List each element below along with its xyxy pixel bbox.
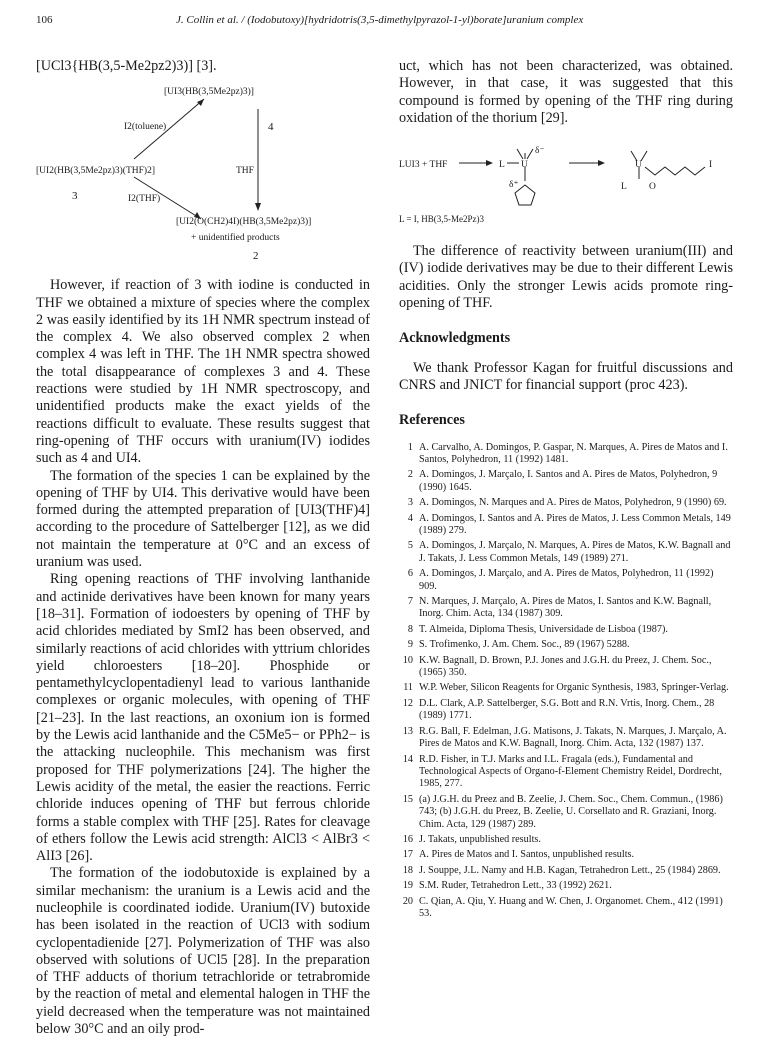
left-column <box>36 58 370 1038</box>
reference-item: 20 C. Qian, A. Qiu, Y. Huang and W. Chen, J. Organomet. Chem., 412 (1991) 53. <box>402 895 723 919</box>
reference-item: 4 A. Domingos, I. Santos and A. Pires de Matos, J. Less Common Metals, 149 (1989) 279. <box>407 512 731 536</box>
delta-minus: δ⁻ <box>535 146 545 157</box>
oxygen-o: O <box>649 182 656 193</box>
paragraph: The formation of the iodobutoxide is explained by a similar mechanism: the uranium is a Lewis acid and the nucleophile is coordinated iodide. Uranium(IV) butoxide has been isolated in the reaction of UCl3 with sodium cyclopentadienide [27]. Polymerization of THF was also observed with solutions of UCl5 [28]. In the preparation of THF adducts of thorium tetrachloride or tetrabromide by the reaction of metal and elemental halogen in THF the yield decreased when the temperature was not maintained below 30°C and an oily prod- <box>36 865 370 1038</box>
running-title: J. Collin et al. / (Iodobutoxy)[hydridotris(3,5-dimethylpyrazol-1-yl)borate]uranium complex <box>176 14 584 26</box>
reagent-thf: THF <box>236 166 254 177</box>
compound-ui3: [UI3(HB(3,5Me2pz)3)] <box>164 87 254 98</box>
label-2: 2 <box>253 250 259 263</box>
scheme1-arrows <box>36 79 370 277</box>
label-3: 3 <box>72 190 78 203</box>
reaction-scheme-1 <box>36 79 370 277</box>
compound-ui2-thf: [UI2(HB(3,5Me2pz)3)(THF)2] <box>36 166 155 177</box>
paragraph: The formation of the species 1 can be explained by the opening of THF by UI4. This derivative would have been formed during the attempted preparation of [UI3(THF)4] according to the procedure of Sattelberger [12], as we did not maintain the temperature at 0°C and an excess of uranium was used. <box>36 467 370 571</box>
paragraph: The difference of reactivity between uranium(III) and (IV) iodide derivatives may be due to their different Lewis acidities. Only the stronger Lewis acids promote ring-opening of THF. <box>399 243 733 312</box>
reference-item: 8 T. Almeida, Diploma Thesis, Universidade de Lisboa (1987). <box>407 623 668 635</box>
reference-item: 9 S. Trofimenko, J. Am. Chem. Soc., 89 (1967) 5288. <box>407 639 630 651</box>
iodide-i: I <box>709 160 713 171</box>
paragraph: Ring opening reactions of THF involving lanthanide and actinide derivatives have been known for many years [18–31]. Formation of iodoesters by opening of THF by acid chlorides mediated by SmI2 has been observed, and similarly reactions of acid chlorides with yttrium chlorides yield chloroesters [18–20]. Phosphide or pentamethylcyclopentadienyl lead to various lanthanide complexes or organic molecules, with opening of THF [21–23]. In the last reactions, an oxonium ion is formed by the Lewis acid lanthanide and the C5Me5− or PPh2− is the attacking nucleophile. This mechanism was first proposed for THF polymerizations [24]. The higher the Lewis acidity of the metal, the easier the reactions. Ferric chloride induces opening of THF but ferrous chloride forms a stable complex with THF [25]. Rates for cleavage of ethers follow the Lewis acid strength: AlCl3 < AlBr3 < AlI3 [26]. <box>36 571 370 865</box>
right-column <box>399 58 733 923</box>
reagent-i2-thf: I2(THF) <box>128 194 161 205</box>
reference-item: 18 J. Souppe, J.L. Namy and H.B. Kagan, Tetrahedron Lett., 25 (1984) 2869. <box>402 864 721 876</box>
reference-item: 6 A. Domingos, J. Marçalo, and A. Pires de Matos, Polyhedron, 11 (1992) 909. <box>407 568 714 592</box>
reference-item: 17 A. Pires de Matos and I. Santos, unpublished results. <box>402 849 635 861</box>
reference-item: 14 R.D. Fisher, in T.J. Marks and I.L. Fragala (eds.), Fundamental and Technological Aspects of Organo-f-Element Chemistry Reidel, Dordrecht, 1985, 277. <box>402 753 722 790</box>
reference-item: 11 W.P. Weber, Silicon Reagents for Organic Synthesis, 1983, Springer-Verlag. <box>403 682 729 694</box>
reference-list <box>399 442 733 921</box>
metal-u: U <box>521 160 528 171</box>
metal-u-product: U <box>635 160 642 171</box>
paragraph: However, if reaction of 3 with iodine is conducted in THF we obtained a mixture of species where the complex 2 was easily identified by its 1H NMR spectrum instead of the complex 4. We also observed complex 2 when complex 4 was left in THF. The 1H NMR spectra showed the total disappearance of complexes 3 and 4. These reactions were studied by 1H NMR spectroscopy, and unidentified products make the exact yields of the reactions difficult to evaluate. These results suggest that ring-opening of THF occurs with uranium(IV) iodides such as 4 and UI4. <box>36 277 370 467</box>
reference-item: 10 K.W. Bagnall, D. Brown, P.J. Jones and J.G.H. du Preez, J. Chem. Soc., (1965) 350. <box>402 654 712 679</box>
reference-item: 19 S.M. Ruder, Tetrahedron Lett., 33 (1992) 2621. <box>402 880 612 892</box>
reference-item: 7 N. Marques, J. Marçalo, A. Pires de Matos, I. Santos and K.W. Bagnall, Inorg. Chim. Acta, 134 (1987) 309. <box>407 596 712 620</box>
ligand-l-product: L <box>621 182 627 193</box>
reference-item: 3 A. Domingos, N. Marques and A. Pires de Matos, Polyhedron, 9 (1990) 69. <box>407 497 727 509</box>
reaction-scheme-2 <box>399 143 733 223</box>
page-number: 106 <box>36 14 53 26</box>
reference-item: 16 J. Takats, unpublished results. <box>402 833 541 845</box>
acknowledgments-heading: Acknowledgments <box>399 330 511 347</box>
ligand-l: L <box>499 160 505 171</box>
label-4: 4 <box>268 121 274 134</box>
reference-item: 12 D.L. Clark, A.P. Sattelberger, S.G. Bott and R.N. Vrtis, Inorg. Chem., 28 (1989) 1771. <box>402 697 715 722</box>
paragraph: uct, which has not been characterized, was obtained. However, in that case, it was suggested that this compound is formed by opening of the THF ring during oxidation of the thorium [29]. <box>399 58 733 126</box>
reference-item: 2 A. Domingos, J. Marçalo, I. Santos and A. Pires de Matos, Polyhedron, 9 (1990) 1645. <box>407 469 718 493</box>
delta-plus: δ⁺ <box>509 180 519 191</box>
reference-item: 1 A. Carvalho, A. Domingos, P. Gaspar, N. Marques, A. Pires de Matos and I. Santos, Polyhedron, 11 (1992) 1481. <box>407 441 728 465</box>
compound-iodobutoxide: [UI2(O(CH2)4I)(HB(3,5Me2pz)3)] <box>176 217 312 228</box>
unidentified-products: + unidentified products <box>191 233 280 244</box>
acknowledgments-text: We thank Professor Kagan for fruitful discussions and CNRS and JNICT for financial support (proc 423). <box>399 359 733 393</box>
reference-item: 13 R.G. Ball, F. Edelman, J.G. Matisons, J. Takats, N. Marques, J. Marçalo, A. Pires de Matos and K.W. Bagnall, Inorg. Chim. Acta, 132 (1987) 137. <box>402 725 727 750</box>
reference-item: 5 A. Domingos, J. Marçalo, N. Marques, A. Pires de Matos, K.W. Bagnall and J. Takats, J. Less Common Metals, 149 (1989) 271. <box>407 540 731 564</box>
scheme2-footnote: L = I, HB(3,5-Me2Pz)3 <box>399 214 484 225</box>
reactants: LUI3 + THF <box>399 160 448 171</box>
reagent-toluene: I2(toluene) <box>124 122 167 133</box>
references-heading: References <box>399 412 465 429</box>
intro-line: [UCl3{HB(3,5-Me2pz2)3)] [3]. <box>36 58 217 74</box>
reference-item: 15 (a) J.G.H. du Preez and B. Zeelie, J. Chem. Soc., Chem. Commun., (1986) 743; (b) J.G.H. du Preez, B. Zeelie, U. Corsellato and R. Graziani, Inorg. Chim. Acta, 129 (1987) 289. <box>402 793 723 830</box>
